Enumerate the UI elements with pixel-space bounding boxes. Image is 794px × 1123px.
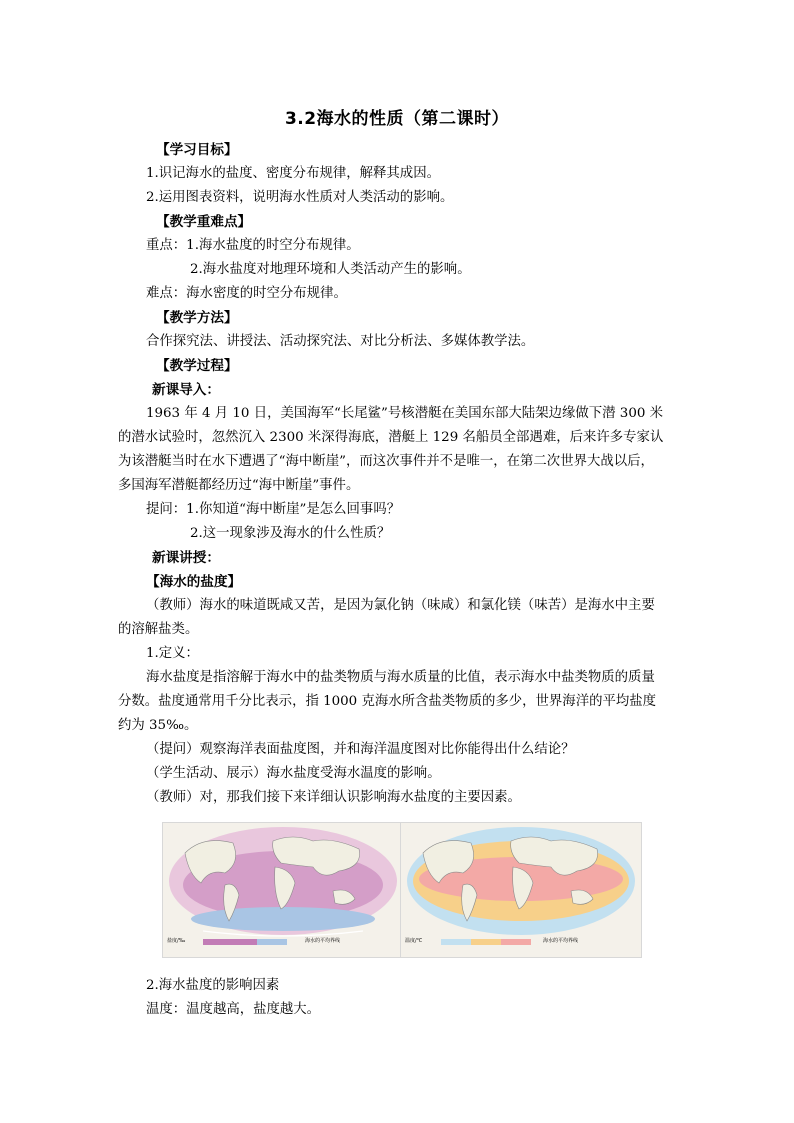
key-point-1: 重点：1.海水盐度的时空分布规律。 (146, 238, 360, 253)
intro-heading: 新课导入： (152, 382, 220, 398)
methods-text: 合作探究法、讲授法、活动探究法、对比分析法、多媒体教学法。 (146, 334, 535, 349)
salinity-map-figure (162, 822, 404, 958)
lecture-heading: 新课讲授： (152, 550, 220, 566)
salinity-line-legend: 海水的平均界线 (305, 938, 341, 944)
intro-line-2: 的潜水试验时，忽然沉入 2300 米深得海底，潜艇上 129 名船员全部遇难，后来许多专家认 (118, 430, 664, 445)
temperature-line: 温度：温度越高，盐度越大。 (146, 1002, 321, 1017)
salinity-heading: 【海水的盐度】 (146, 574, 242, 590)
methods-heading: 【教学方法】 (156, 310, 238, 326)
teacher-line-1: （教师）海水的味道既咸又苦，是因为氯化钠（味咸）和氯化镁（味苦）是海水中主要 (146, 598, 655, 613)
temperature-line-legend: 海水的平均界线 (543, 938, 579, 944)
objective-1: 1.识记海水的盐度、密度分布规律，解释其成因。 (146, 166, 440, 181)
intro-line-4: 多国海军潜艇都经历过“海中断崖”事件。 (118, 478, 360, 493)
temperature-map-image (401, 823, 641, 957)
key-point-2: 2.海水盐度对地理环境和人类活动产生的影响。 (190, 262, 471, 277)
intro-line-3: 为该潜艇当时在水下遭遇了“海中断崖”，而这次事件并不是唯一，在第二次世界大战以后， (118, 454, 654, 469)
temperature-legend: 温度/℃ (405, 938, 423, 944)
process-heading: 【教学过程】 (156, 358, 238, 374)
teacher-line-3: （教师）对，那我们接下来详细认识影响海水盐度的主要因素。 (146, 790, 521, 805)
difficult-point: 难点：海水密度的时空分布规律。 (146, 286, 347, 301)
definition-line-3: 约为 35‰。 (118, 718, 198, 733)
salinity-map-image (163, 823, 403, 957)
temperature-map-figure (400, 822, 642, 958)
definition-heading: 1.定义： (146, 646, 199, 661)
question-1: 提问：1.你知道“海中断崖”是怎么回事吗？ (146, 502, 401, 517)
objective-2: 2.运用图表资料，说明海水性质对人类活动的影响。 (146, 190, 454, 205)
objectives-heading: 【学习目标】 (156, 142, 238, 158)
salinity-legend: 盐度/‰ (167, 938, 186, 944)
question-2: 2.这一现象涉及海水的什么性质？ (190, 526, 391, 541)
intro-line-1: 1963 年 4 月 10 日，美国海军“长尾鲨”号核潜艇在美国东部大陆架边缘做下潜 300 米 (146, 406, 664, 421)
definition-line-2: 分数。盐度通常用千分比表示，指 1000 克海水所含盐类物质的多少，世界海洋的平均盐度 (118, 694, 657, 709)
key-points-heading: 【教学重难点】 (156, 214, 252, 230)
definition-line-1: 海水盐度是指溶解于海水中的盐类物质与海水质量的比值，表示海水中盐类物质的质量 (146, 670, 655, 685)
teacher-line-2: 的溶解盐类。 (118, 622, 199, 637)
ask-line: （提问）观察海洋表面盐度图，并和海洋温度图对比你能得出什么结论？ (146, 742, 575, 757)
factors-heading: 2.海水盐度的影响因素 (146, 978, 280, 993)
page-title: 3.2海水的性质（第二课时） (284, 109, 510, 129)
student-line: （学生活动、展示）海水盐度受海水温度的影响。 (146, 766, 441, 781)
